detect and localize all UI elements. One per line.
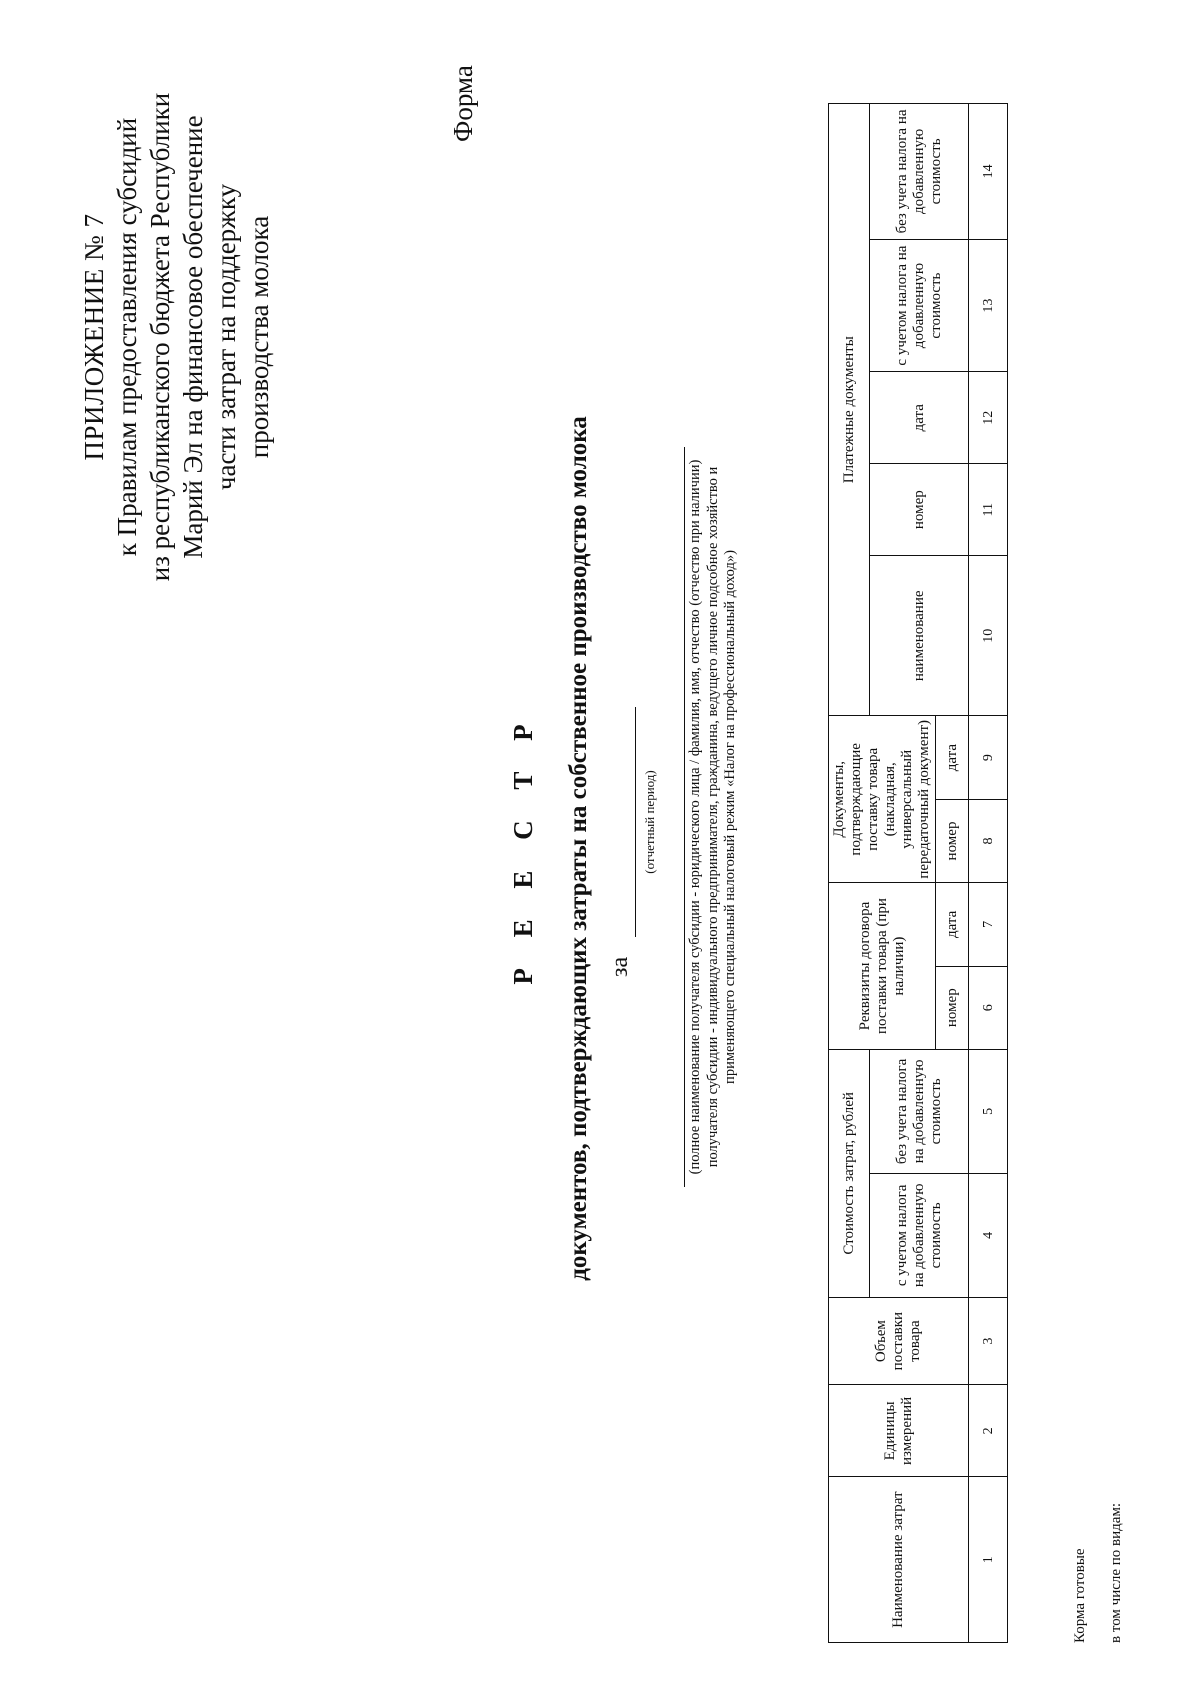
appendix-title: ПРИЛОЖЕНИЕ № 7	[79, 213, 109, 461]
column-number-cell: 6	[969, 966, 1008, 1049]
header-payment-group: Платежные документы	[829, 104, 870, 716]
document-title: Р Е Е С Т Р	[508, 712, 538, 985]
column-number-cell: 11	[969, 464, 1008, 556]
column-number-cell: 2	[969, 1385, 1008, 1477]
column-number-cell: 13	[969, 239, 1008, 372]
header-delivery-number: номер	[936, 799, 969, 882]
form-label: Форма	[448, 65, 478, 142]
period-caption: (отчетный период)	[642, 770, 657, 874]
period-field-line[interactable]	[635, 707, 636, 937]
header-cost-without-vat: без учета налога на добавленную стоимость	[870, 1049, 969, 1173]
header-delivery-date: дата	[936, 716, 969, 799]
header-payment-name: наименование	[870, 556, 969, 716]
header-units: Единицы измерений	[829, 1385, 969, 1477]
appendix-line: из республиканского бюджета Республики	[145, 92, 175, 582]
appendix-line: производства молока	[244, 215, 274, 459]
header-contract-group: Реквизиты договора поставки товара (при наличии)	[829, 883, 936, 1050]
header-payment-without-vat: без учета налога на добавленную стоимость	[870, 104, 969, 240]
column-number-cell: 10	[969, 556, 1008, 716]
document-subtitle: документов, подтверждающих затраты на собственное производство молока	[565, 416, 592, 1281]
header-cost-name: Наименование затрат	[829, 1477, 969, 1643]
header-cost-with-vat: с учетом налога на добавленную стоимость	[870, 1173, 969, 1297]
header-cost-group: Стоимость затрат, рублей	[829, 1049, 870, 1297]
column-number-cell: 5	[969, 1049, 1008, 1173]
header-contract-date: дата	[936, 883, 969, 966]
column-number-cell: 8	[969, 799, 1008, 882]
header-payment-date: дата	[870, 372, 969, 464]
footer-by-type-line: в том числе по видам:	[1108, 1502, 1124, 1643]
header-contract-number: номер	[936, 966, 969, 1049]
header-volume: Объем поставки товара	[829, 1297, 969, 1385]
appendix-line: Марий Эл на финансовое обеспечение	[178, 115, 208, 559]
period-prefix: за	[607, 956, 633, 977]
appendix-header	[78, 37, 276, 637]
header-payment-with-vat: с учетом налога на добавленную стоимость	[870, 239, 969, 372]
registry-table	[828, 103, 1008, 1643]
appendix-line: к Правилам предоставления субсидий	[112, 117, 142, 557]
column-number-cell: 1	[969, 1477, 1008, 1643]
column-number-cell: 3	[969, 1297, 1008, 1385]
recipient-caption: (полное наименование получателя субсидии - юридического лица / фамилия, имя, отчество (отчество при наличии) получателя субсидии - индивидуального предпринимателя, гражданина, ведущего личное подсобное хозяйство и применяющего специальный налоговый режим «Налог на профессиональный доход»)	[684, 447, 740, 1187]
header-delivery-group: Документы, подтверждающие поставку товара (накладная, универсальный передаточный документ)	[829, 716, 936, 883]
column-number-cell: 12	[969, 372, 1008, 464]
column-number-cell: 4	[969, 1173, 1008, 1297]
column-number-cell: 14	[969, 104, 1008, 240]
column-number-cell: 7	[969, 883, 1008, 966]
header-payment-number: номер	[870, 464, 969, 556]
footer-feed-line: Корма готовые	[1072, 1548, 1088, 1643]
column-number-cell: 9	[969, 716, 1008, 799]
appendix-line: части затрат на поддержку	[211, 183, 241, 491]
